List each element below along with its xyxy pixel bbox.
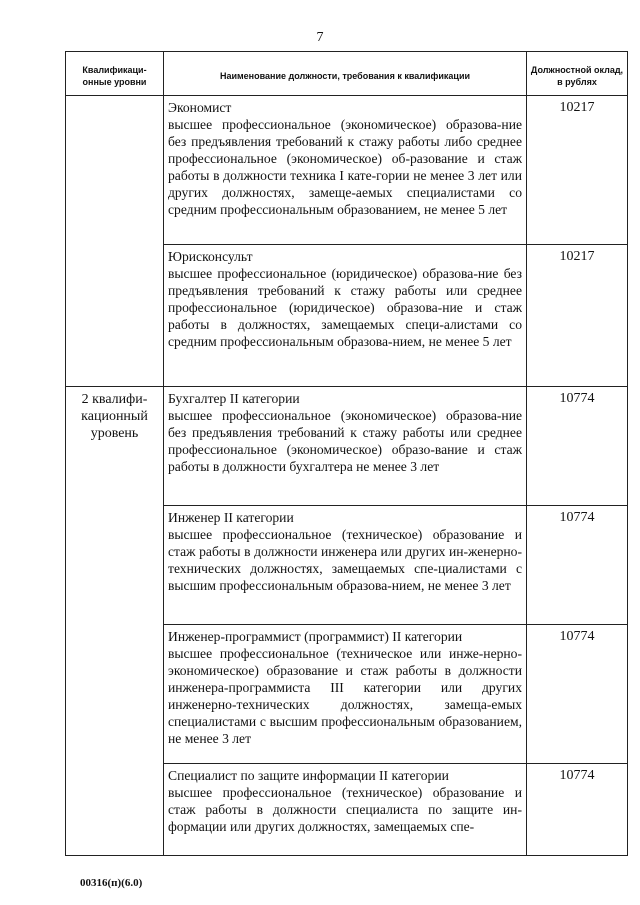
position-cell [164, 387, 527, 506]
document-code: 00316(п)(6.0) [80, 877, 143, 889]
position-title: Экономист [168, 100, 232, 115]
salary-cell: 10217 [527, 96, 628, 245]
position-requirements: высшее профессиональное (экономическое) образова-ние без предъявления требований к стажу работы или среднее профессиональное (экономическое) образо-вание и стаж работы в должности бухгалтера не менее 3 лет [168, 408, 522, 474]
salary-cell: 10774 [527, 506, 628, 625]
position-requirements: высшее профессиональное (экономическое) образова-ние без предъявления требований к стажу работы либо среднее профессиональное (экономическое) об-разование и стаж работы в должности техника I кате-гории не менее 3 лет или других должностях, замеще-аемых специалистами со средним профессиональным образованием, не менее 5 лет [168, 117, 522, 217]
position-cell [164, 625, 527, 764]
position-requirements: высшее профессиональное (техническое) образование и стаж работы в должности инженера или других ин-женерно-технических должностях, замещаемых спе-циалистами с высшим профессиональным образова-нием, не менее 3 лет [168, 527, 522, 593]
level-cell: 2 квалифи-кационный уровень [66, 387, 164, 856]
salary-cell: 10774 [527, 764, 628, 856]
table-row [66, 387, 628, 506]
position-title: Инженер-программист (программист) II категории [168, 629, 463, 644]
salary-cell: 10774 [527, 387, 628, 506]
position-requirements: высшее профессиональное (техническое или инже-нерно-экономическое) образование и стаж работы в должности инженера-программиста III категории или других инженерно-технических должностях, замеща-емых специалистами с высшим профессиональным образованием, не менее 3 лет [168, 646, 522, 746]
level-cell [66, 96, 164, 387]
header-salary: Должностной оклад, в рублях [527, 52, 628, 96]
position-title: Специалист по защите информации II категории [168, 768, 449, 783]
position-title: Инженер II категории [168, 510, 294, 525]
salary-cell: 10217 [527, 245, 628, 387]
header-position: Наименование должности, требования к квалификации [164, 52, 527, 96]
table-header-row [66, 52, 628, 96]
salary-cell: 10774 [527, 625, 628, 764]
position-title: Бухгалтер II категории [168, 391, 300, 406]
position-cell [164, 96, 527, 245]
position-title: Юрисконсульт [168, 249, 253, 264]
header-levels: Квалификаци-онные уровни [66, 52, 164, 96]
position-cell [164, 506, 527, 625]
qualification-table [65, 51, 628, 856]
position-cell [164, 764, 527, 856]
table-row [66, 96, 628, 245]
page-number: 7 [316, 30, 324, 45]
position-cell [164, 245, 527, 387]
position-requirements: высшее профессиональное (юридическое) образова-ние без предъявления требований к стажу работы или среднее профессиональное (юридическое) образова-ние и стаж работы в должностях, замещаемых специ-алистами со средним профессиональным образова-нием, не менее 5 лет [168, 266, 522, 349]
position-requirements: высшее профессиональное (техническое) образование и стаж работы в должности специалиста по защите ин-формации или других должностях, замещаемых спе- [168, 785, 522, 834]
